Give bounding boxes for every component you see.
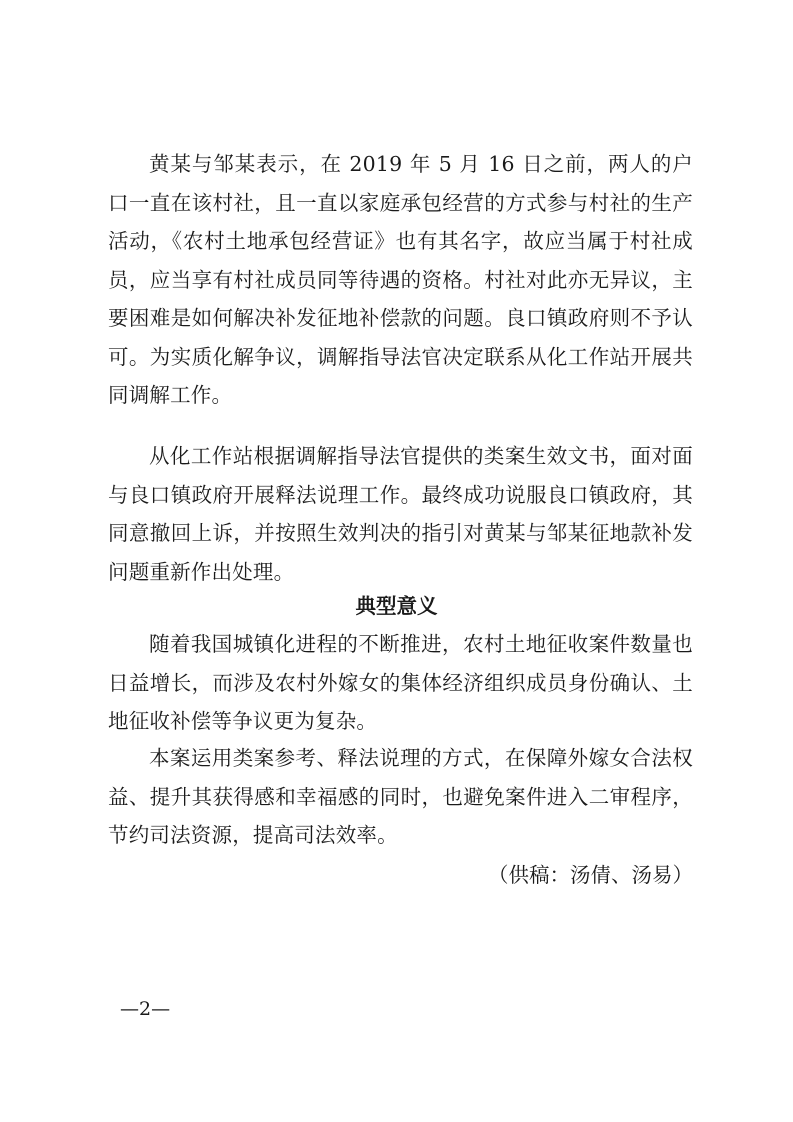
body-paragraph: 从化工作站根据调解指导法官提供的类案生效文书，面对面与良口镇政府开展释法说理工作。最终成功说服良口镇政府，其同意撤回上诉，并按照生效判决的指引对黄某与邹某征地款补发问题重新作出处理。 <box>108 444 693 584</box>
page-number: —2— <box>120 998 171 1020</box>
significance-paragraph: 随着我国城镇化进程的不断推进，农村土地征收案件数量也日益增长，而涉及农村外嫁女的集体经济组织成员身份确认、土地征收补偿等争议更为复杂。 <box>108 632 693 733</box>
section-heading: 典型意义 <box>355 594 438 618</box>
credit-line: （供稿：汤倩、汤易） <box>488 863 693 887</box>
body-paragraph: 黄某与邹某表示，在 2019 年 5 月 16 日之前，两人的户口一直在该村社，且一直以家庭承包经营的方式参与村社的生产活动，《农村土地承包经营证》也有其名字，故应当属于村社成员，应当享有村社成员同等待遇的资格。村社对此亦无异议，主要困难是如何解决补发征地补偿款的问题。良口镇政府则不予认可。为实质化解争议，调解指导法官决定联系从化工作站开展共同调解工作。 <box>108 152 693 407</box>
significance-paragraph: 本案运用类案参考、释法说理的方式，在保障外嫁女合法权益、提升其获得感和幸福感的同时，也避免案件进入二审程序，节约司法资源，提高司法效率。 <box>108 746 693 847</box>
